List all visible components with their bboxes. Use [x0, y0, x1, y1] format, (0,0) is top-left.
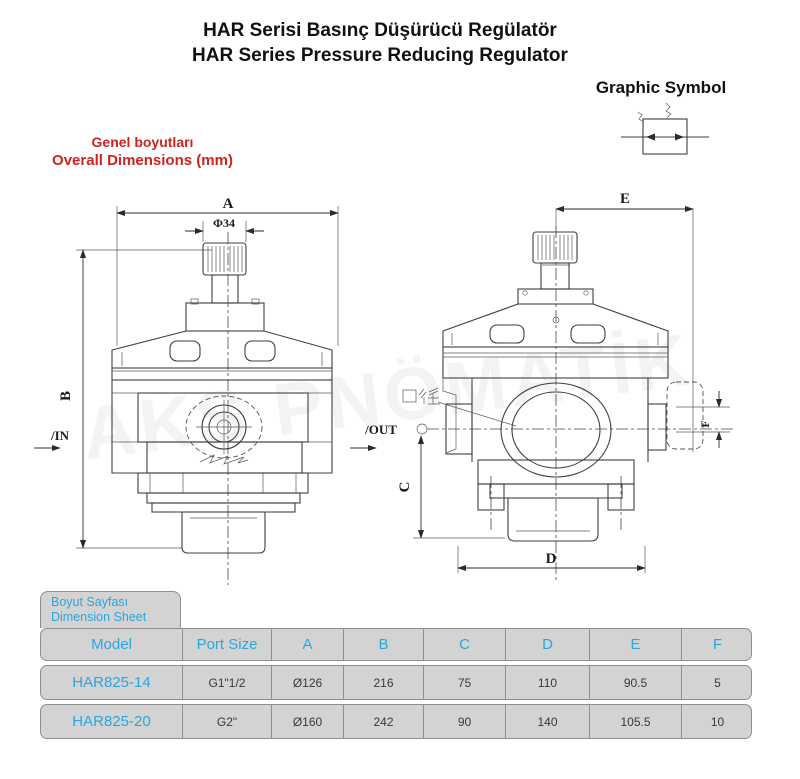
- dim-label-b: B: [58, 390, 74, 402]
- col-header-a: A: [271, 629, 343, 660]
- dimension-sheet: [40, 591, 752, 743]
- col-header-portsize: Port Size: [182, 629, 271, 660]
- inlet-label: /IN: [50, 428, 70, 443]
- value-cell: 10: [681, 705, 753, 738]
- dim-label-c: C: [397, 481, 413, 493]
- sheet-tab-line2: Dimension Sheet: [51, 610, 147, 624]
- symbol-arrow-left: [646, 134, 655, 141]
- dim-label-f: F: [698, 420, 712, 428]
- model-cell: HAR825-20: [72, 713, 151, 730]
- col-header-e: E: [589, 629, 681, 660]
- graphic-symbol-heading: Graphic Symbol: [595, 78, 727, 97]
- value-cell: 242: [343, 705, 423, 738]
- portsize-cell: G2": [182, 705, 271, 738]
- adjust-knob-side: [533, 232, 577, 263]
- dim-label-d: D: [545, 551, 557, 567]
- front-view-drawing: [34, 196, 338, 585]
- dim-label-e: E: [619, 191, 631, 207]
- value-cell: 90: [423, 705, 505, 738]
- outlet-label: /OUT: [365, 422, 397, 437]
- symbol-arrow-right: [675, 134, 684, 141]
- side-view-drawing: [350, 191, 736, 582]
- graphic-symbol-drawing: [621, 103, 709, 154]
- dim-label-knob-diameter: Φ34: [213, 216, 235, 230]
- col-header-f: F: [681, 629, 753, 660]
- portsize-cell: G1"1/2: [182, 666, 271, 699]
- col-header-c: C: [423, 629, 505, 660]
- overall-dimensions-heading-en: Overall Dimensions (mm): [52, 152, 233, 169]
- value-cell: 75: [423, 666, 505, 699]
- dimension-sheet-tab: [40, 591, 181, 628]
- value-cell: 105.5: [589, 705, 681, 738]
- spring-icon: [666, 103, 671, 118]
- adjust-knob-front: [203, 243, 246, 275]
- page-title-english: HAR Series Pressure Reducing Regulator: [192, 45, 568, 66]
- sheet-tab-line1: Boyut Sayfası: [51, 595, 129, 609]
- col-header-b: B: [343, 629, 423, 660]
- port-size-label-cjk: [403, 388, 440, 404]
- value-cell: 110: [505, 666, 589, 699]
- value-cell: 5: [681, 666, 753, 699]
- value-cell: 216: [343, 666, 423, 699]
- dim-label-a: A: [222, 196, 234, 212]
- table-header-row: [40, 628, 752, 661]
- col-header-d: D: [505, 629, 589, 660]
- overall-dimensions-heading-tr: Genel boyutları: [91, 134, 194, 150]
- fitting-outline-dashed: [667, 382, 703, 449]
- value-cell: 140: [505, 705, 589, 738]
- col-header-model: Model: [91, 636, 132, 653]
- value-cell: Ø126: [271, 666, 343, 699]
- value-cell: Ø160: [271, 705, 343, 738]
- logo-mark: [200, 455, 248, 464]
- model-cell: HAR825-14: [72, 674, 151, 691]
- value-cell: 90.5: [589, 666, 681, 699]
- page-title-turkish: HAR Serisi Basınç Düşürücü Regülatör: [203, 20, 557, 41]
- table-row: [40, 665, 752, 700]
- table-row: [40, 704, 752, 739]
